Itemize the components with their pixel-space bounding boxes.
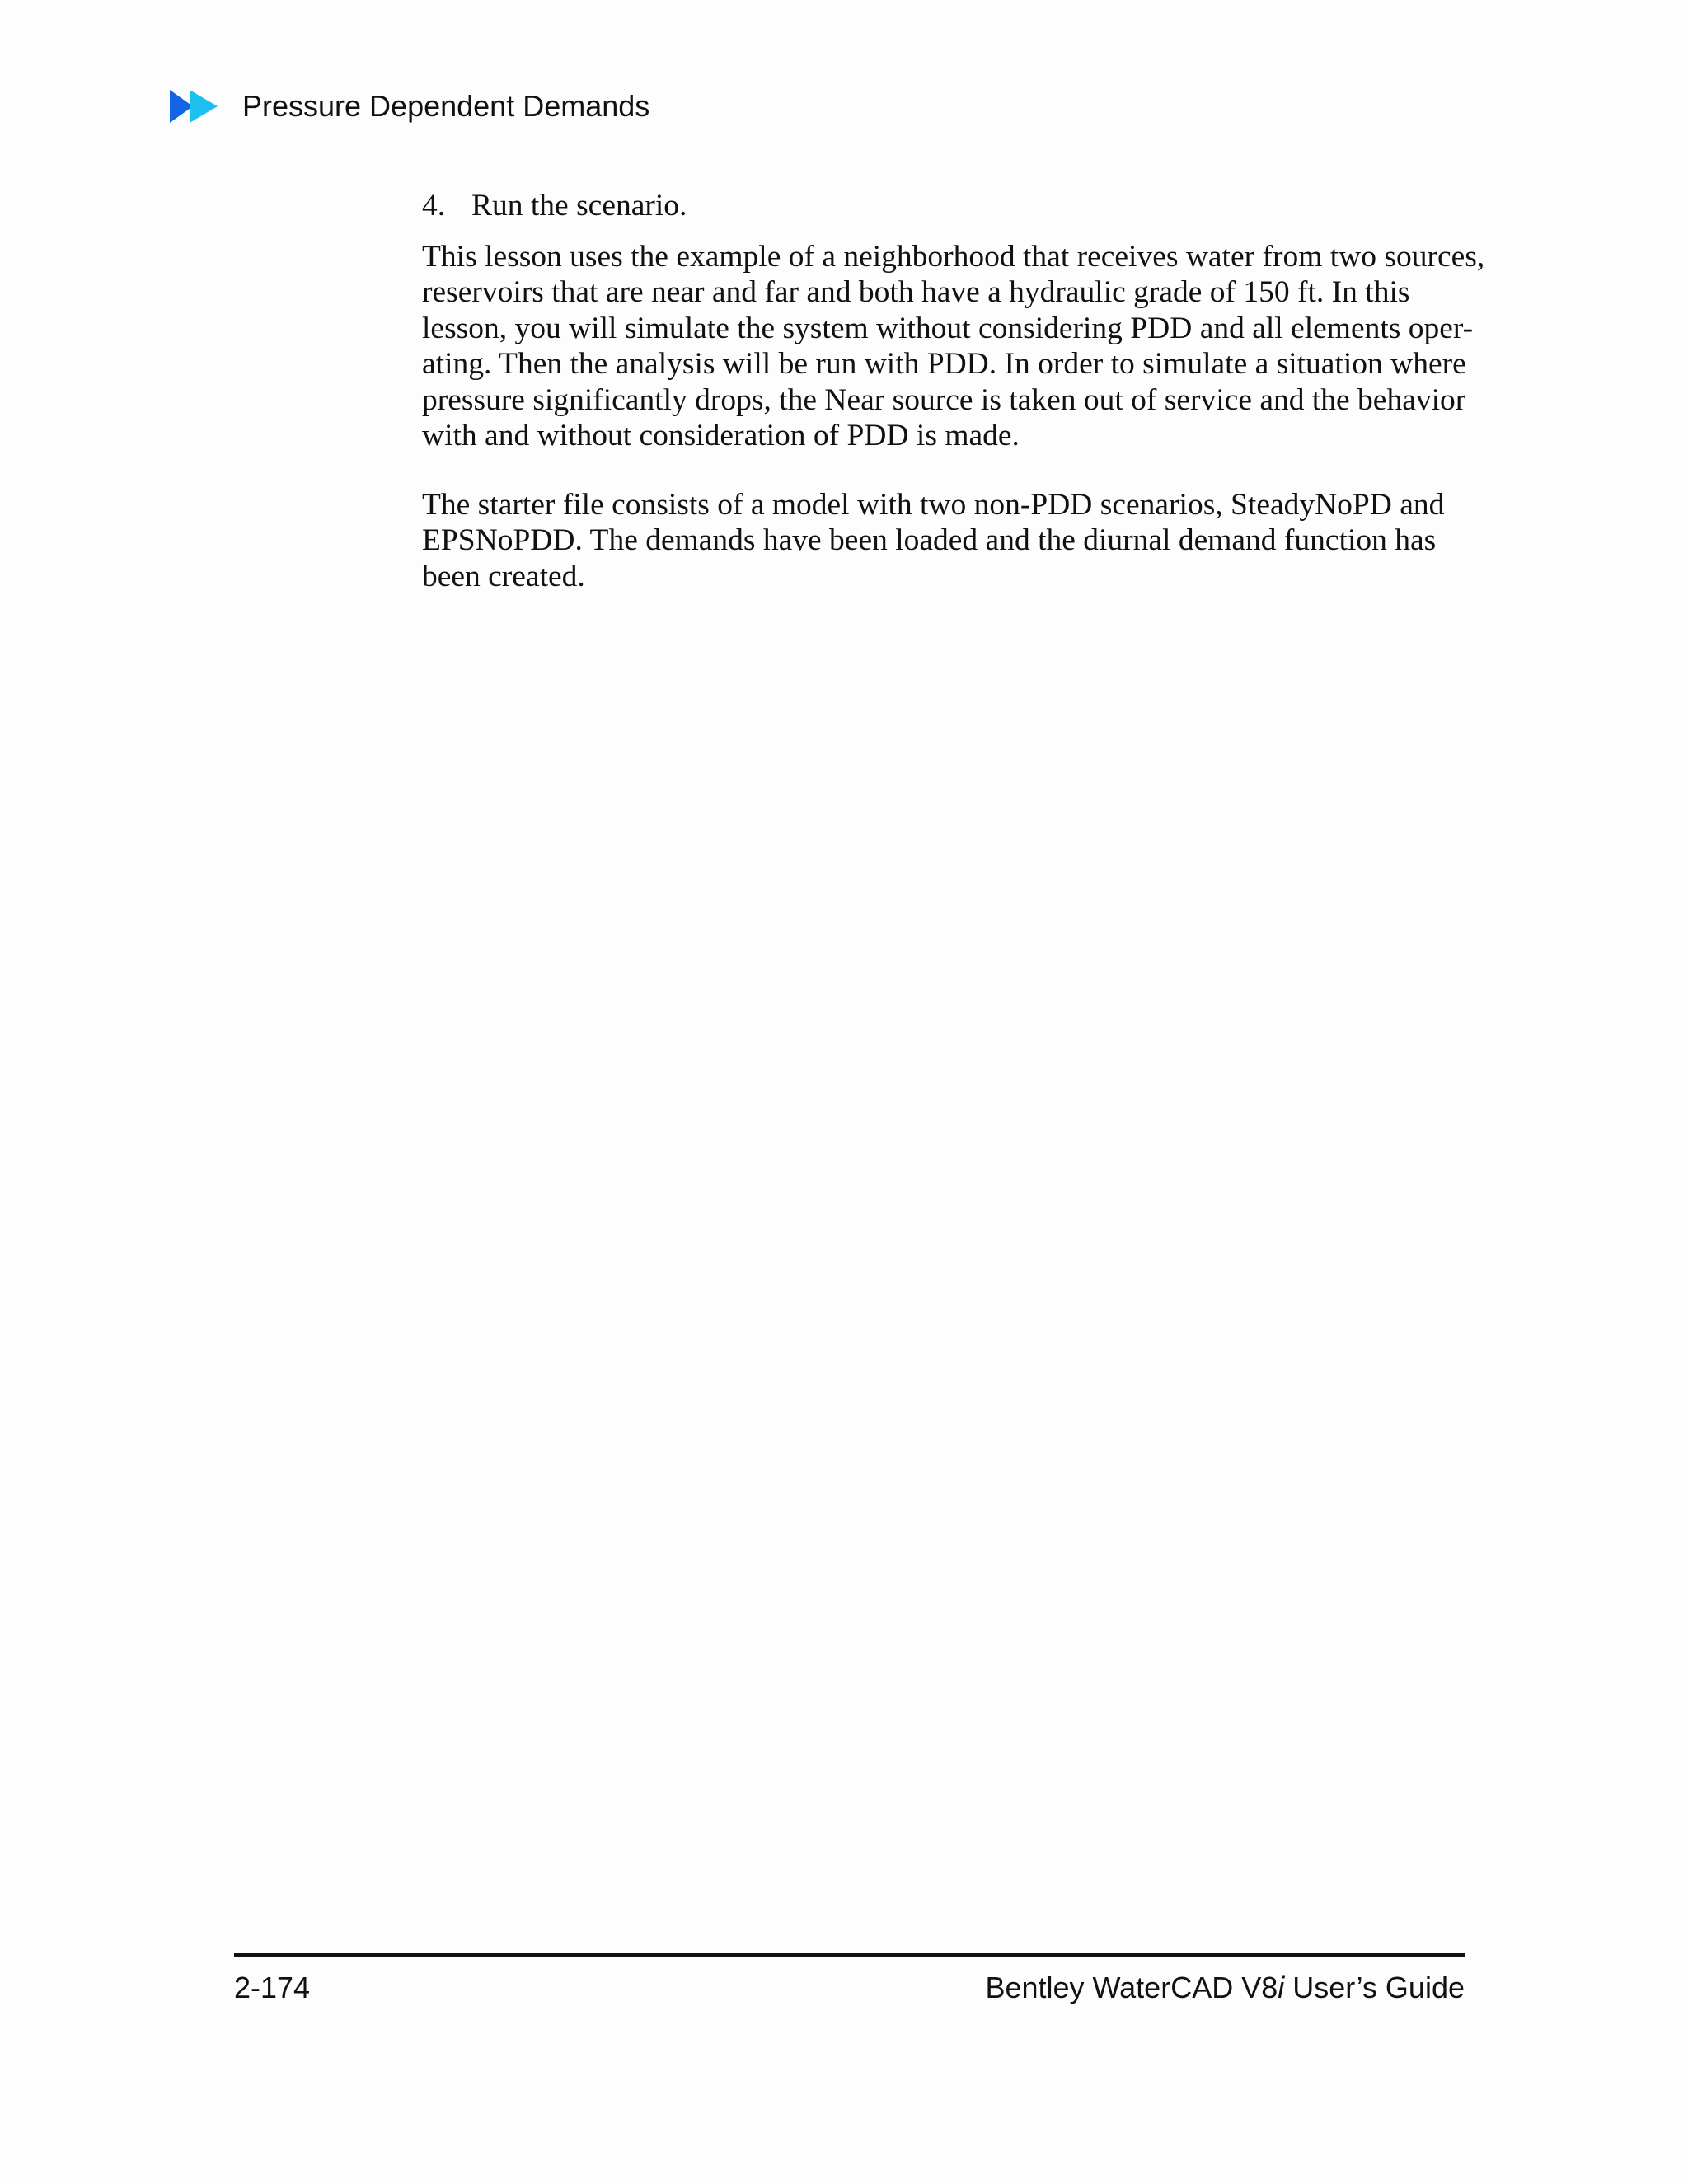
- paragraph-lesson-intro: [422, 239, 1485, 454]
- body-content: [422, 188, 1485, 594]
- paragraph-line: been created.: [422, 559, 585, 593]
- double-arrow-bullet-icon: [170, 88, 221, 124]
- paragraph-line: lesson, you will simulate the system without considering PDD and all elements oper-: [422, 311, 1474, 345]
- guide-title-italic: i: [1278, 1971, 1285, 2004]
- step-number: 4.: [422, 189, 446, 223]
- guide-title: [985, 1971, 1465, 2004]
- paragraph-starter-file: [422, 487, 1473, 595]
- page-header: [170, 87, 649, 126]
- page-number: 2-174: [234, 1971, 311, 2004]
- section-title: Pressure Dependent Demands: [242, 89, 650, 123]
- paragraph-line: The starter file consists of a model with two non-PDD scenarios, SteadyNoPD and: [422, 487, 1445, 522]
- guide-title-prefix: Bentley WaterCAD V8: [985, 1971, 1278, 2004]
- paragraph-line: reservoirs that are near and far and both have a hydraulic grade of 150 ft. In this: [422, 275, 1410, 309]
- footer-divider: [234, 1953, 1465, 1957]
- step-text: Run the scenario.: [471, 189, 687, 223]
- paragraph-line: This lesson uses the example of a neighborhood that receives water from two sources,: [422, 239, 1485, 274]
- guide-title-suffix: User’s Guide: [1284, 1971, 1465, 2004]
- paragraph-line: pressure significantly drops, the Near source is taken out of service and the behavior: [422, 382, 1466, 417]
- paragraph-line: EPSNoPDD. The demands have been loaded and the diurnal demand function has: [422, 523, 1437, 557]
- step-item: [422, 188, 1473, 224]
- paragraph-line: ating. Then the analysis will be run with PDD. In order to simulate a situation where: [422, 347, 1466, 381]
- paragraph-line: with and without consideration of PDD is made.: [422, 419, 1020, 452]
